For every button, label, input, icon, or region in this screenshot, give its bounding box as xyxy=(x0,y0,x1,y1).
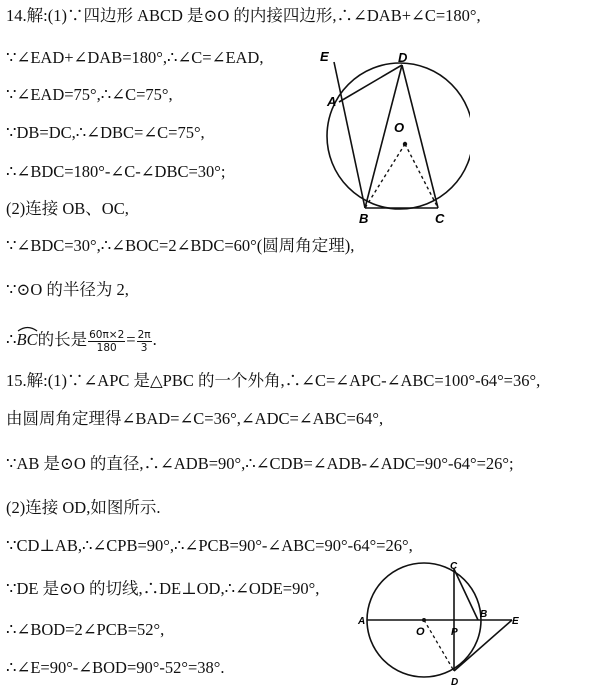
q14-line-1: 14.解:(1)∵四边形 ABCD 是⊙O 的内接四边形,∴∠DAB+∠C=180°, xyxy=(6,6,481,25)
label-a-2: A xyxy=(358,616,366,627)
q15-line-7: ∴∠BOD=2∠PCB=52°, xyxy=(6,620,165,639)
fraction-1-numerator: 60π×2 xyxy=(89,328,125,341)
q15-line-6: ∵DE 是⊙O 的切线,∴DE⊥OD,∴∠ODE=90°, xyxy=(6,579,320,598)
tangent-d-e xyxy=(454,620,512,671)
q14-line-6: (2)连接 OB、OC, xyxy=(6,199,129,218)
fraction-1 xyxy=(88,329,125,354)
q15-line-5: ∵CD⊥AB,∴∠CPB=90°,∴∠PCB=90°-∠ABC=90°-64°=26°, xyxy=(6,536,413,555)
end-period: . xyxy=(152,330,157,349)
label-o: O xyxy=(394,120,405,135)
label-p: P xyxy=(451,627,458,638)
arc-length-text: 的长是 xyxy=(37,330,88,349)
segment-o-b xyxy=(365,144,405,208)
circle-o xyxy=(327,63,470,209)
arc-mark-icon xyxy=(17,324,38,332)
q14-line-2: ∵∠EAD+∠DAB=180°,∴∠C=∠EAD, xyxy=(6,48,264,67)
label-d: D xyxy=(398,50,408,65)
segment-d-b xyxy=(365,65,405,208)
fraction-2-numerator: 2π xyxy=(137,328,151,341)
label-o-2: O xyxy=(416,626,425,638)
segment-d-c xyxy=(402,65,438,208)
q14-line-7: ∵∠BDC=30°,∴∠BOC=2∠BDC=60°(圆周角定理), xyxy=(6,236,355,255)
arc-bc-label: BC xyxy=(16,330,38,349)
fraction-2 xyxy=(137,329,152,354)
fraction-1-denominator: 180 xyxy=(96,341,117,354)
q14-line-4: ∵DB=DC,∴∠DBC=∠C=75°, xyxy=(6,123,205,142)
label-b-2: B xyxy=(480,609,488,620)
therefore-prefix: ∴ xyxy=(6,330,17,349)
label-e: E xyxy=(320,49,329,64)
label-a: A xyxy=(327,94,337,109)
q14-line-8: ∵⊙O 的半径为 2, xyxy=(6,280,129,299)
q14-line-9 xyxy=(6,326,157,354)
equals-sign: = xyxy=(126,330,136,349)
q15-line-4: (2)连接 OD,如图所示. xyxy=(6,498,161,517)
segment-o-d xyxy=(424,620,454,671)
label-b: B xyxy=(359,211,369,226)
q15-line-3: ∵AB 是⊙O 的直径,∴∠ADB=90°,∴∠CDB=∠ADB-∠ADC=90°-64°=26°; xyxy=(6,454,514,473)
q15-line-8: ∴∠E=90°-∠BOD=90°-52°=38°. xyxy=(6,658,225,677)
label-c-2: C xyxy=(450,561,458,572)
figure-14-cyclic-quadrilateral xyxy=(310,45,470,230)
center-dot xyxy=(403,142,407,146)
q14-line-3: ∵∠EAD=75°,∴∠C=75°, xyxy=(6,85,173,104)
q14-line-5: ∴∠BDC=180°-∠C-∠DBC=30°; xyxy=(6,162,226,181)
q15-line-2: 由圆周角定理得∠BAD=∠C=36°,∠ADC=∠ABC=64°, xyxy=(6,409,384,428)
figure-15-circle-tangent xyxy=(355,555,530,687)
center-dot-2 xyxy=(422,618,426,622)
label-d-2: D xyxy=(451,677,459,687)
segment-o-c xyxy=(405,144,438,208)
arc-bc xyxy=(17,326,38,351)
label-c: C xyxy=(435,211,445,226)
fraction-2-denominator: 3 xyxy=(140,341,148,354)
q15-line-1: 15.解:(1)∵∠APC 是△PBC 的一个外角,∴∠C=∠APC-∠ABC=100°-64°=36°, xyxy=(6,371,541,390)
label-e-2: E xyxy=(512,616,519,627)
